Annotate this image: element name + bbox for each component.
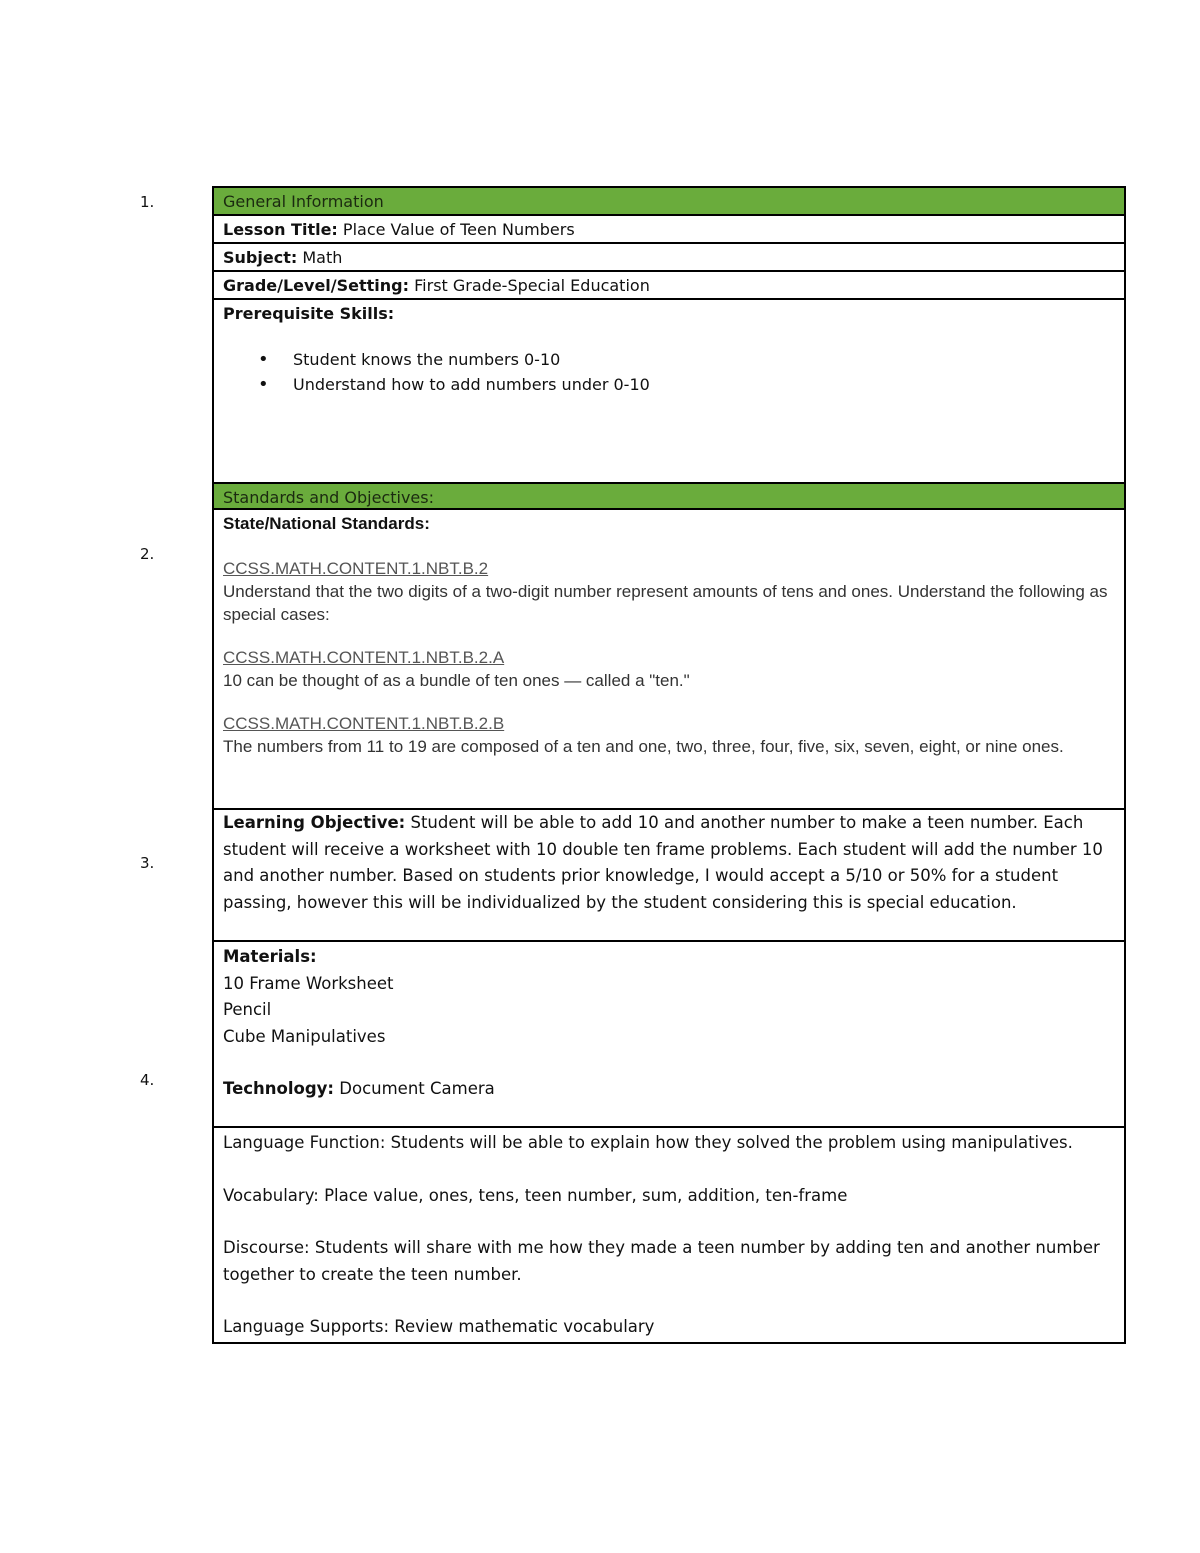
prerequisite-row (214, 300, 1124, 484)
general-information-table (212, 186, 1126, 486)
standard-code-link[interactable]: CCSS.MATH.CONTENT.1.NBT.B.2 (223, 559, 489, 578)
row-number-4: 4. (140, 1071, 155, 1089)
row-number-1: 1. (140, 193, 155, 211)
standard-text: The numbers from 11 to 19 are composed of a ten and one, two, three, four, five, six, seven, eight, or nine ones. (223, 737, 1064, 756)
subject-value: Math (302, 248, 343, 267)
list-item: • Understand how to add numbers under 0-10 (293, 372, 1115, 397)
language-row (214, 1128, 1124, 1342)
learning-objective-label: Learning Objective: (223, 813, 406, 832)
standard-code-link[interactable]: CCSS.MATH.CONTENT.1.NBT.B.2.B (223, 714, 505, 733)
materials-row (214, 942, 1124, 1128)
grade-value: First Grade-Special Education (414, 276, 650, 295)
standards-header: Standards and Objectives: (214, 482, 1124, 510)
lesson-title-value: Place Value of Teen Numbers (342, 220, 575, 239)
learning-objective-text: Student will be able to add 10 and another number to make a teen number. Each student will receive a worksheet with 10 double ten frame problems. Each student will add the number 10 and another number. Based on students prior knowledge, I would accept a 5/10 or 50% for a student passing, however this will be individualized by the student considering this is special education. (223, 813, 1103, 912)
state-standards-row (214, 510, 1124, 810)
subject-row (214, 244, 1124, 272)
language-vocabulary: Vocabulary: Place value, ones, tens, teen number, sum, addition, ten-frame (223, 1185, 848, 1205)
lesson-title-label: Lesson Title: (223, 220, 338, 239)
standard-code-link[interactable]: CCSS.MATH.CONTENT.1.NBT.B.2.A (223, 648, 505, 667)
learning-objective-row (214, 810, 1124, 942)
materials-label: Materials: (223, 947, 317, 966)
standard-item-2 (223, 646, 1115, 692)
standard-text: Understand that the two digits of a two-digit number represent amounts of tens and ones. Understand the following as special cases: (223, 582, 1108, 624)
language-discourse: Discourse: Students will share with me how they made a teen number by adding ten and another number together to create the teen number. (223, 1238, 1100, 1284)
language-supports: Language Supports: Review mathematic vocabulary (223, 1317, 655, 1336)
state-standards-label: State/National Standards: (223, 514, 430, 533)
lesson-title-row (214, 216, 1124, 244)
list-item: • Student knows the numbers 0-10 (293, 347, 1115, 372)
row-number-3: 3. (140, 854, 155, 872)
list-item: Cube Manipulatives (223, 1026, 386, 1046)
grade-label: Grade/Level/Setting: (223, 276, 410, 295)
list-item: Pencil (223, 1000, 272, 1019)
technology-label: Technology: (223, 1079, 335, 1098)
row-number-2: 2. (140, 545, 155, 563)
language-function: Language Function: Students will be able to explain how they solved the problem using manipulatives. (223, 1133, 1073, 1152)
list-item: 10 Frame Worksheet (223, 973, 394, 993)
general-information-header: General Information (214, 188, 1124, 216)
prerequisite-label: Prerequisite Skills: (223, 304, 395, 323)
standard-item-3 (223, 712, 1115, 758)
grade-row (214, 272, 1124, 300)
technology-value: Document Camera (339, 1079, 495, 1098)
prerequisite-list (223, 347, 1115, 397)
standards-table (212, 482, 1126, 1344)
subject-label: Subject: (223, 248, 298, 267)
standard-text: 10 can be thought of as a bundle of ten ones — called a "ten." (223, 671, 690, 690)
standard-item-1 (223, 557, 1115, 626)
